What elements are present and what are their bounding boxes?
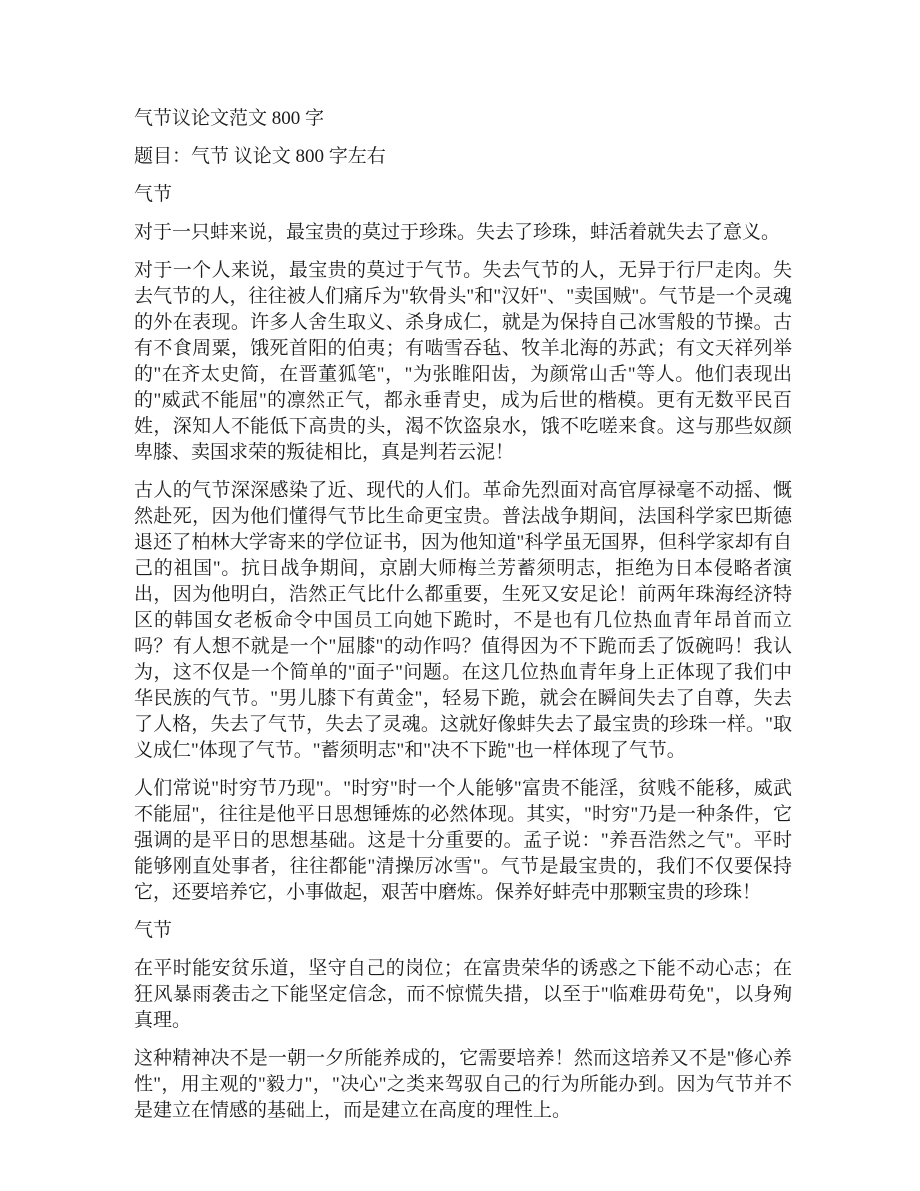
paragraph-calm-steadfast: 在平时能安贫乐道，坚守自己的岗位；在富贵荣华的诱惑之下能不动心志；在狂风暴雨袭击之下能坚定信念，而不惊慌失措，以至于"临难毋苟免"，以身殉真理。 <box>134 958 792 1031</box>
section-heading-qijie-1: 气节 <box>134 184 173 205</box>
section-heading-qijie-2: 气节 <box>134 920 173 941</box>
paragraph-person-integrity: 对于一个人来说，最宝贵的莫过于气节。失去气节的人，无异于行尸走肉。失去气节的人，往往被人们痛斥为"软骨头"和"汉奸"、"卖国贼"。气节是一个灵魂的外在表现。许多人舍生取义、杀身成仁，就是为保持自己冰雪般的节操。古有不食周粟，饿死首阳的伯夷；有啮雪吞毡、牧羊北海的苏武；有文天祥列举的"在齐太史简，在晋董狐笔"，"为张睢阳齿，为颜常山舌"等人。他们表现出的"威武不能屈"的凛然正气，都永垂青史，成为后世的楷模。更有无数平民百姓，深知人不能低下高贵的头，渴不饮盗泉水，饿不吃嗟来食。这与那些奴颜卑膝、卖国求荣的叛徒相比，真是判若云泥！ <box>134 260 792 463</box>
document-subtitle: 题目：气节 议论文 800 字左右 <box>134 146 386 167</box>
paragraph-shiqiong: 人们常说"时穷节乃现"。"时穷"时一个人能够"富贵不能淫，贫贱不能移，威武不能屈"，往往是他平日思想锤炼的必然体现。其实，"时穷"乃是一种条件，它强调的是平日的思想基础。这是十分重要的。孟子说："养吾浩然之气"。平时能够刚直处事者，往往都能"清操厉冰雪"。气节是最宝贵的，我们不仅要保持它，还要培养它，小事做起，艰苦中磨炼。保养好蚌壳中那颗宝贵的珍珠！ <box>134 778 792 903</box>
paragraph-ancients-influence: 古人的气节深深感染了近、现代的人们。革命先烈面对高官厚禄毫不动摇、慨然赴死，因为他们懂得气节比生命更宝贵。普法战争期间，法国科学家巴斯德退还了柏林大学寄来的学位证书，因为他知道"科学虽无国界，但科学家却有自己的祖国"。抗日战争期间，京剧大师梅兰芳蓄须明志，拒绝为日本侵略者演出，因为他明白，浩然正气比什么都重要，生死又安足论！前两年珠海经济特区的韩国女老板命令中国员工向她下跪时，不是也有几位热血青年昂首而立吗？有人想不就是一个"屈膝"的动作吗？值得因为不下跪而丢了饭碗吗！我认为，这不仅是一个简单的"面子"问题。在这几位热血青年身上正体现了我们中华民族的气节。"男儿膝下有黄金"，轻易下跪，就会在瞬间失去了自尊，失去了人格，失去了气节，失去了灵魂。这就好像蚌失去了最宝贵的珍珠一样。"取义成仁"体现了气节。"蓄须明志"和"决不下跪"也一样体现了气节。 <box>134 480 792 761</box>
document-title: 气节议论文范文 800 字 <box>134 108 325 129</box>
paragraph-pearl-intro: 对于一只蚌来说，最宝贵的莫过于珍珠。失去了珍珠，蚌活着就失去了意义。 <box>134 222 781 243</box>
paragraph-spirit-cultivation: 这种精神决不是一朝一夕所能养成的，它需要培养！然而这培养又不是"修心养性"，用主观的"毅力"，"决心"之类来驾驭自己的行为所能办到。因为气节并不是建立在情感的基础上，而是建立在高度的理性上。 <box>134 1048 792 1121</box>
document-body <box>134 106 792 1136</box>
